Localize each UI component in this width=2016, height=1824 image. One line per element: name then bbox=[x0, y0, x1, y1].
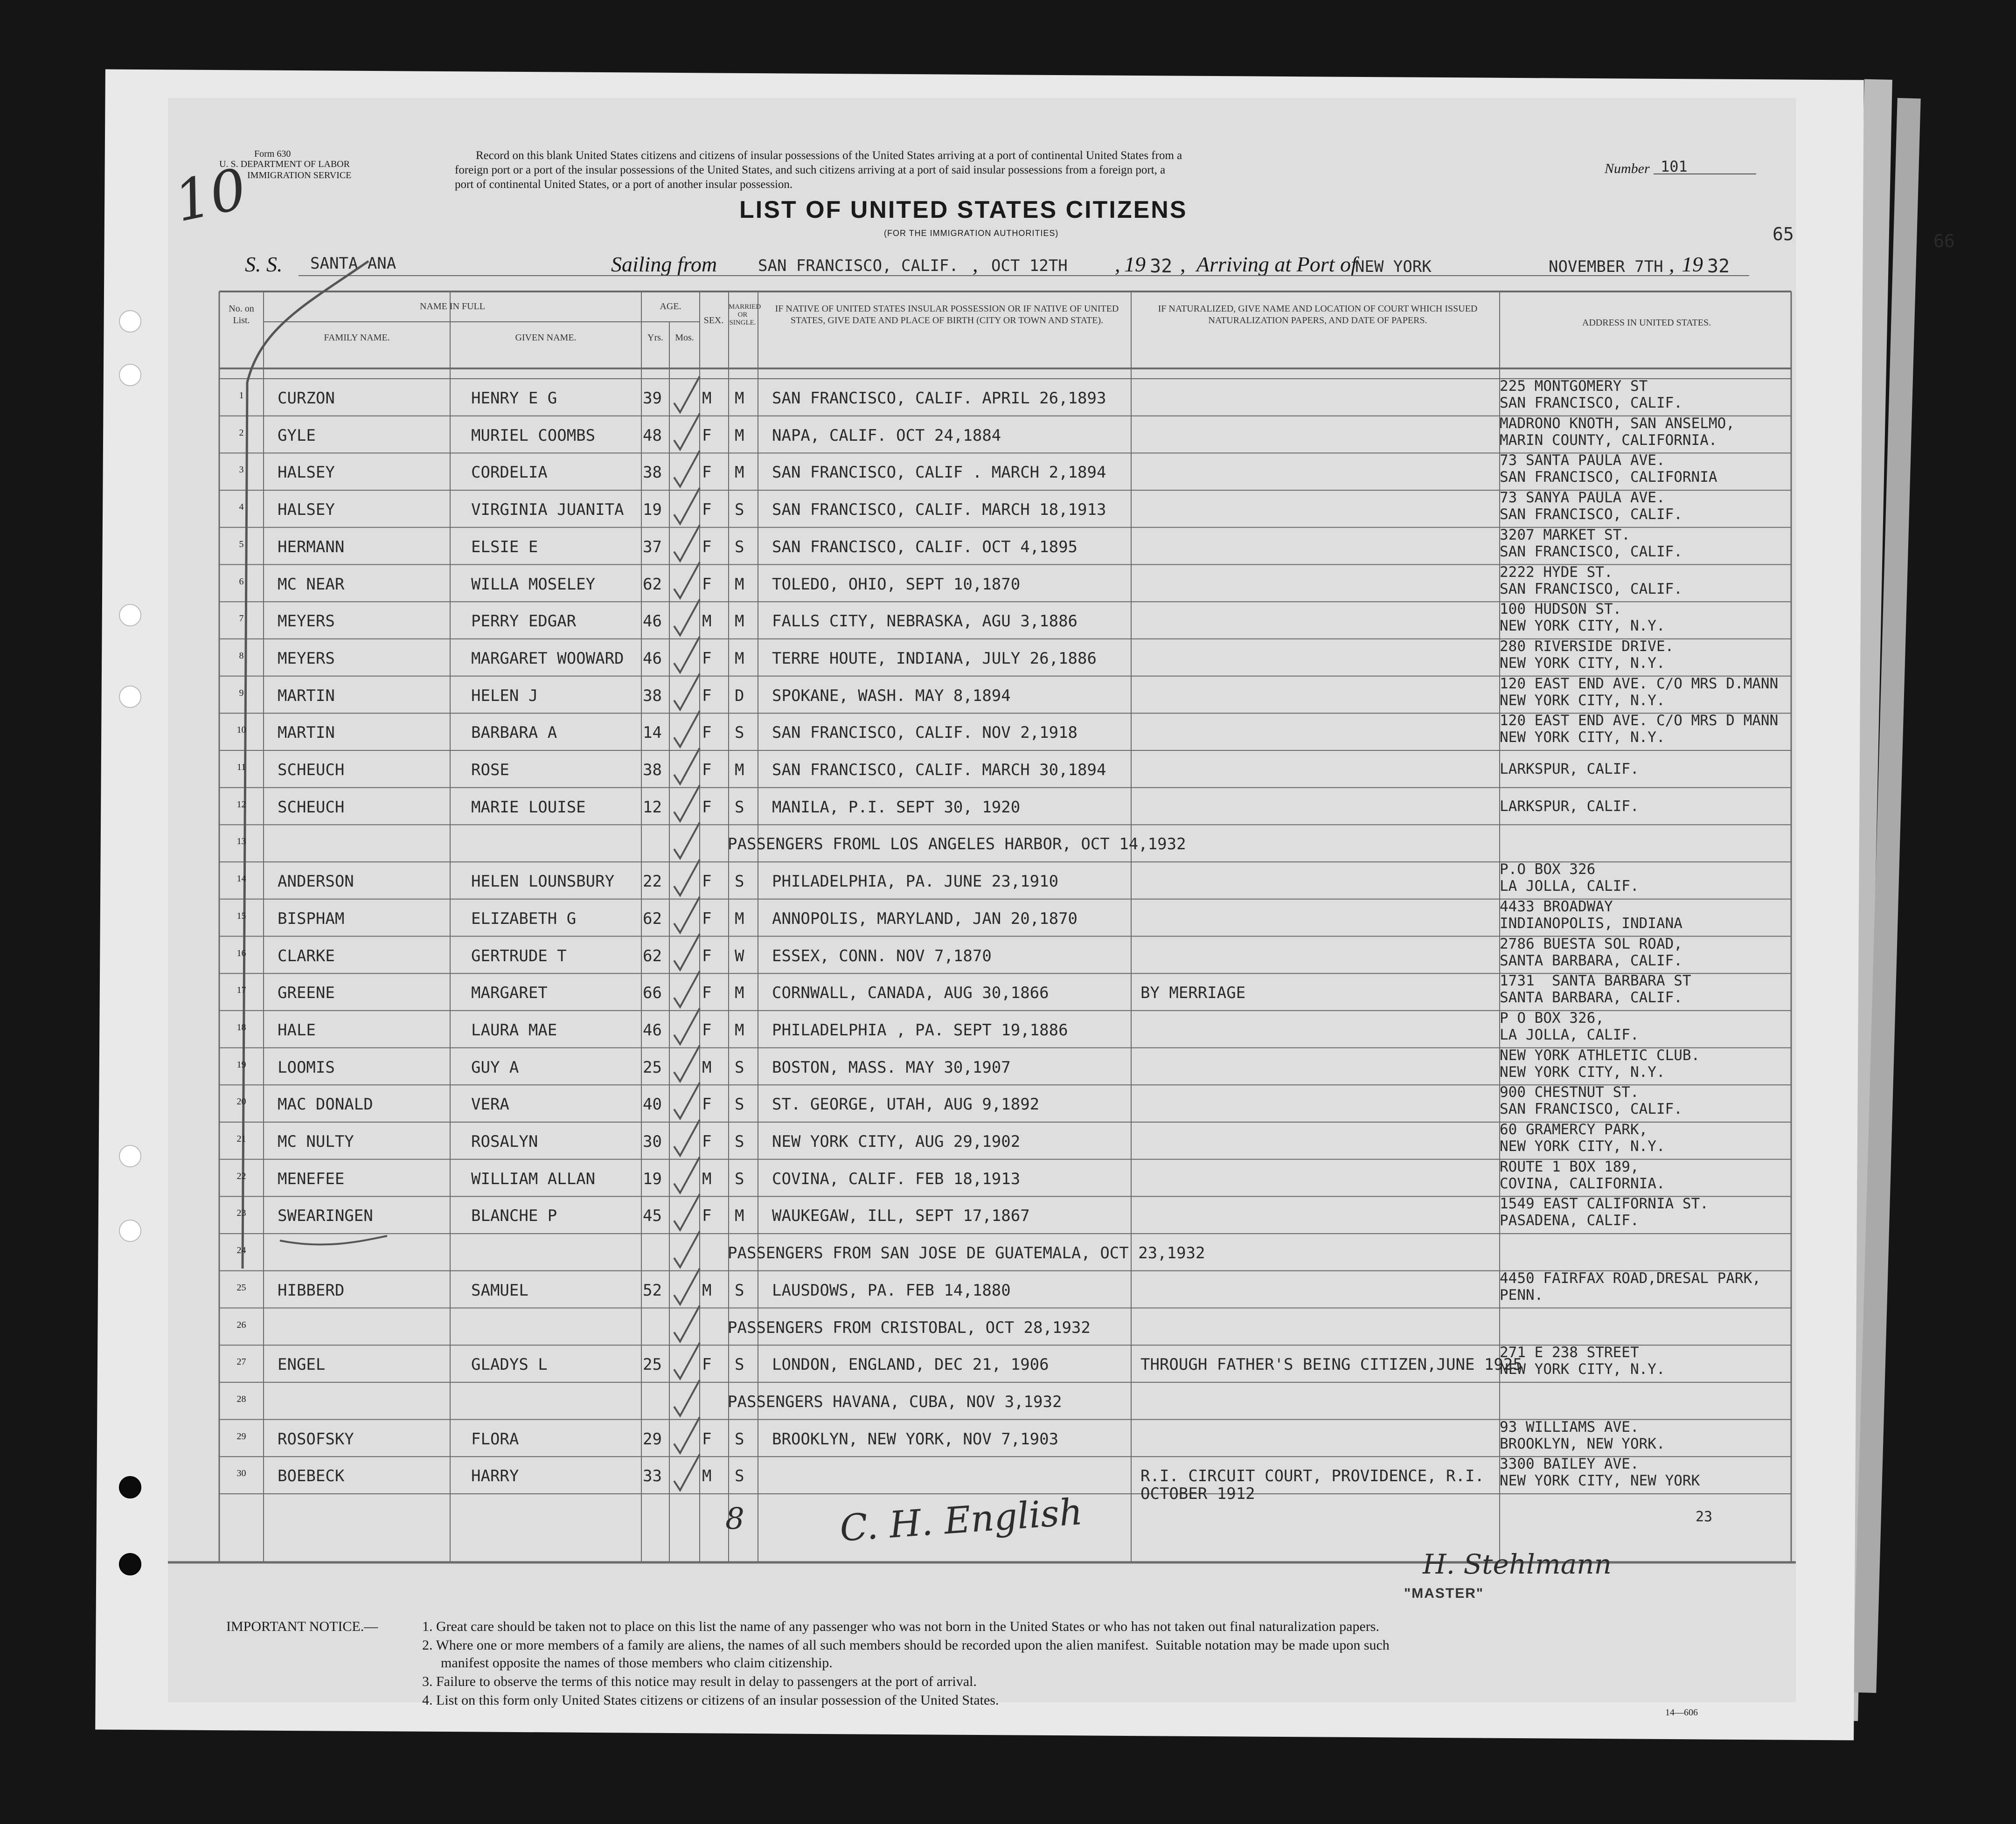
col-married-single: MARRIED OR SINGLE. bbox=[729, 303, 761, 326]
row-number: 27 bbox=[236, 1357, 246, 1367]
family-name: HALSEY bbox=[278, 463, 335, 482]
row-number: 8 bbox=[239, 650, 244, 661]
age-years: 19 bbox=[643, 1169, 662, 1188]
row-number: 4 bbox=[239, 502, 244, 513]
family-name: GREENE bbox=[278, 984, 335, 1003]
row-number: 1 bbox=[239, 390, 244, 401]
row-number: 21 bbox=[236, 1134, 246, 1144]
age-years: 38 bbox=[643, 761, 662, 779]
marital-status: M bbox=[735, 649, 744, 668]
col-naturalization: IF NATURALIZED, GIVE NAME AND LOCATION OF COURT WHICH ISSUED NATURALIZATION PAPERS, AND DATE OF PAPERS. bbox=[1158, 304, 1478, 326]
address-line-1: P.O BOX 326 bbox=[1500, 861, 1596, 878]
arriving-label: Arriving at Port of bbox=[1196, 252, 1357, 276]
tally-mark: 8 bbox=[725, 1502, 744, 1536]
family-name: MEYERS bbox=[278, 649, 335, 668]
place-of-birth: MANILA, P.I. SEPT 30, 1920 bbox=[772, 798, 1021, 817]
address-line-2: SAN FRANCISCO, CALIF. bbox=[1500, 1101, 1682, 1118]
arrival-year: 32 bbox=[1707, 256, 1730, 277]
given-name: BLANCHE P bbox=[471, 1207, 557, 1226]
address-line-1: 2222 HYDE ST. bbox=[1500, 563, 1613, 581]
given-name: HELEN LOUNSBURY bbox=[471, 872, 615, 891]
age-years: 40 bbox=[643, 1095, 662, 1114]
given-name: MARGARET bbox=[471, 984, 548, 1003]
sex: M bbox=[702, 612, 712, 631]
place-of-birth: FALLS CITY, NEBRASKA, AGU 3,1886 bbox=[772, 612, 1078, 631]
family-name: MARTIN bbox=[278, 686, 335, 705]
address-line-2: NEW YORK CITY, N.Y. bbox=[1500, 1138, 1665, 1155]
section-note: PASSENGERS FROML LOS ANGELES HARBOR, OCT 14,1932 bbox=[728, 835, 1186, 854]
sex: F bbox=[702, 426, 712, 445]
family-name: SCHEUCH bbox=[278, 798, 345, 817]
section-note: PASSENGERS FROM SAN JOSE DE GUATEMALA, OCT 23,1932 bbox=[728, 1244, 1205, 1263]
sex: F bbox=[702, 984, 712, 1003]
address-line-1: ROUTE 1 BOX 189, bbox=[1500, 1158, 1639, 1175]
master-signature: H. Stehlmann bbox=[1423, 1548, 1612, 1580]
address-line-1: 280 RIVERSIDE DRIVE. bbox=[1500, 638, 1674, 655]
address-line-1: 4433 BROADWAY bbox=[1500, 898, 1613, 915]
family-name: HALSEY bbox=[278, 500, 335, 520]
marital-status: M bbox=[735, 612, 744, 631]
place-of-birth: COVINA, CALIF. FEB 18,1913 bbox=[772, 1169, 1021, 1188]
sailing-from-label: Sailing from bbox=[611, 252, 717, 276]
sex: M bbox=[702, 1467, 712, 1486]
row-number: 12 bbox=[236, 799, 246, 810]
address-line-2: NEW YORK CITY, N.Y. bbox=[1500, 617, 1665, 635]
department-name: U. S. DEPARTMENT OF LABOR bbox=[219, 159, 350, 169]
given-name: GUY A bbox=[471, 1058, 519, 1077]
given-name: GERTRUDE T bbox=[471, 946, 567, 965]
given-name: HELEN J bbox=[471, 686, 538, 705]
notice-3: 3. Failure to observe the terms of this notice may result in delay to passengers at the port of arrival. bbox=[422, 1674, 977, 1689]
instructions-line-1: Record on this blank United States citizens and citizens of insular possessions of the United States arriving at a port of continental United States from a bbox=[476, 149, 1182, 162]
family-name: SCHEUCH bbox=[278, 761, 345, 779]
address-line-2: MARIN COUNTY, CALIFORNIA. bbox=[1500, 431, 1717, 449]
age-years: 29 bbox=[643, 1429, 662, 1449]
given-name: ROSALYN bbox=[471, 1132, 538, 1151]
row-number: 29 bbox=[236, 1431, 246, 1442]
family-name: CLARKE bbox=[278, 946, 335, 965]
address-line-2: NEW YORK CITY, N.Y. bbox=[1500, 692, 1665, 709]
marital-status: S bbox=[735, 1058, 744, 1077]
place-of-birth: SAN FRANCISCO, CALIF . MARCH 2,1894 bbox=[772, 463, 1106, 482]
marital-status: M bbox=[735, 575, 744, 594]
ship-name: SANTA ANA bbox=[310, 254, 396, 273]
marital-status: M bbox=[735, 1207, 744, 1226]
address-line-2: NEW YORK CITY, N.Y. bbox=[1500, 1063, 1665, 1081]
form-number: Form 630 bbox=[254, 149, 291, 159]
col-years: Yrs. bbox=[647, 333, 663, 343]
master-label: "MASTER" bbox=[1404, 1586, 1484, 1601]
sex: F bbox=[702, 946, 712, 965]
address-line-1: 271 E 238 STREET bbox=[1500, 1344, 1639, 1361]
place-of-birth: PHILADELPHIA , PA. SEPT 19,1886 bbox=[772, 1020, 1068, 1040]
address-line-2: SAN FRANCISCO, CALIF. bbox=[1500, 395, 1682, 411]
sex: F bbox=[702, 1429, 712, 1449]
age-years: 25 bbox=[643, 1058, 662, 1077]
address-line-1: 73 SANYA PAULA AVE. bbox=[1500, 489, 1665, 506]
address-line-2: SAN FRANCISCO, CALIF. bbox=[1500, 506, 1682, 523]
age-years: 52 bbox=[643, 1281, 662, 1300]
marital-status: S bbox=[735, 1169, 744, 1188]
given-name: CORDELIA bbox=[471, 463, 548, 482]
departure-year: 32 bbox=[1150, 256, 1173, 277]
family-name: BISPHAM bbox=[278, 909, 345, 928]
family-name: CURZON bbox=[278, 389, 335, 408]
marital-status: S bbox=[735, 1355, 744, 1374]
marital-status: M bbox=[735, 426, 744, 445]
marital-status: S bbox=[735, 1095, 744, 1114]
age-years: 38 bbox=[643, 686, 662, 705]
family-name: BOEBECK bbox=[278, 1467, 345, 1486]
notice-2: 2. Where one or more members of a family are aliens, the names of all such members should be recorded upon the alien manifest. Suitable notation may be made upon such bbox=[422, 1637, 1390, 1653]
row-number: 18 bbox=[236, 1022, 246, 1033]
family-name: GYLE bbox=[278, 426, 316, 445]
place-of-birth: NEW YORK CITY, AUG 29,1902 bbox=[772, 1132, 1021, 1151]
naturalization-info: THROUGH FATHER'S BEING CITIZEN,JUNE 1925 bbox=[1140, 1355, 1522, 1374]
address-line-2: SAN FRANCISCO, CALIF. bbox=[1500, 543, 1682, 560]
page-subtitle: (FOR THE IMMIGRATION AUTHORITIES) bbox=[884, 229, 1059, 238]
departure-port: SAN FRANCISCO, CALIF. bbox=[758, 257, 959, 275]
row-number: 13 bbox=[236, 836, 246, 847]
address-line-1: 2786 BUESTA SOL ROAD, bbox=[1500, 935, 1682, 952]
row-number: 20 bbox=[236, 1096, 246, 1107]
given-name: MARGARET WOOWARD bbox=[471, 649, 624, 668]
place-of-birth: ESSEX, CONN. NOV 7,1870 bbox=[772, 946, 992, 965]
place-of-birth: BOSTON, MASS. MAY 30,1907 bbox=[772, 1058, 1011, 1077]
row-number: 19 bbox=[236, 1059, 246, 1070]
address-line-2: INDIANOPOLIS, INDIANA bbox=[1500, 915, 1682, 932]
place-of-birth: SPOKANE, WASH. MAY 8,1894 bbox=[772, 686, 1011, 705]
sex: F bbox=[702, 686, 712, 705]
marital-status: S bbox=[735, 798, 744, 817]
notice-4: 4. List on this form only United States citizens or citizens of an insular possession of the United States. bbox=[422, 1692, 999, 1708]
col-no: No. on List. bbox=[229, 304, 254, 326]
row-number: 22 bbox=[236, 1171, 246, 1181]
row-number: 17 bbox=[236, 985, 246, 996]
address-line-1: LARKSPUR, CALIF. bbox=[1500, 761, 1639, 777]
family-name: ENGEL bbox=[278, 1355, 326, 1374]
given-name: VIRGINIA JUANITA bbox=[471, 500, 624, 520]
place-of-birth: SAN FRANCISCO, CALIF. MARCH 18,1913 bbox=[772, 500, 1106, 520]
age-years: 48 bbox=[643, 426, 662, 445]
sex: F bbox=[702, 909, 712, 928]
given-name: MURIEL COOMBS bbox=[471, 426, 596, 445]
family-name: ANDERSON bbox=[278, 872, 354, 891]
family-name: MAC DONALD bbox=[278, 1095, 373, 1114]
sex: F bbox=[702, 723, 712, 742]
address-line-2: SAN FRANCISCO, CALIF. bbox=[1500, 580, 1682, 597]
address-line-2: NEW YORK CITY, N.Y. bbox=[1500, 729, 1665, 746]
place-of-birth: BROOKLYN, NEW YORK, NOV 7,1903 bbox=[772, 1429, 1059, 1449]
place-of-birth: NAPA, CALIF. OCT 24,1884 bbox=[772, 426, 1001, 445]
notice-2-cont: manifest opposite the names of those members who claim citizenship. bbox=[441, 1655, 833, 1671]
col-given-name: GIVEN NAME. bbox=[515, 333, 577, 343]
address-line-2: NEW YORK CITY, N.Y. bbox=[1500, 1361, 1665, 1378]
given-name: MARIE LOUISE bbox=[471, 798, 586, 817]
row-number: 26 bbox=[236, 1319, 246, 1330]
marital-status: W bbox=[735, 946, 744, 965]
sex: F bbox=[702, 761, 712, 779]
marital-status: S bbox=[735, 1281, 744, 1300]
given-name: FLORA bbox=[471, 1429, 519, 1449]
ss-label: S. S. bbox=[245, 252, 283, 276]
age-years: 45 bbox=[643, 1207, 662, 1226]
address-line-2: SANTA BARBARA, CALIF. bbox=[1500, 989, 1682, 1006]
place-of-birth: SAN FRANCISCO, CALIF. NOV 2,1918 bbox=[772, 723, 1078, 742]
address-line-1: 225 MONTGOMERY ST bbox=[1500, 378, 1648, 395]
address-line-1: 93 WILLIAMS AVE. bbox=[1500, 1418, 1639, 1436]
age-years: 22 bbox=[643, 872, 662, 891]
marital-status: M bbox=[735, 909, 744, 928]
margin-handwriting: 10 bbox=[169, 156, 252, 235]
row-number: 23 bbox=[236, 1208, 246, 1219]
col-family-name: FAMILY NAME. bbox=[324, 333, 390, 343]
family-name: MEYERS bbox=[278, 612, 335, 631]
place-of-birth: ST. GEORGE, UTAH, AUG 9,1892 bbox=[772, 1095, 1040, 1114]
manifest-number: 101 bbox=[1661, 158, 1688, 175]
marital-status: S bbox=[735, 1132, 744, 1151]
arrival-port: NEW YORK bbox=[1355, 257, 1432, 276]
col-age: AGE. bbox=[660, 301, 681, 312]
sex: F bbox=[702, 1095, 712, 1114]
family-name: MARTIN bbox=[278, 723, 335, 742]
place-of-birth: SAN FRANCISCO, CALIF. APRIL 26,1893 bbox=[772, 389, 1106, 408]
place-of-birth: PHILADELPHIA, PA. JUNE 23,1910 bbox=[772, 872, 1059, 891]
row-number: 14 bbox=[236, 874, 246, 884]
section-note: PASSENGERS HAVANA, CUBA, NOV 3,1932 bbox=[728, 1392, 1062, 1411]
age-years: 46 bbox=[643, 649, 662, 668]
marital-status: M bbox=[735, 389, 744, 408]
place-of-birth: LONDON, ENGLAND, DEC 21, 1906 bbox=[772, 1355, 1049, 1374]
sex: M bbox=[702, 1281, 712, 1300]
page-stamp-next: 66 bbox=[1933, 231, 1955, 251]
given-name: ROSE bbox=[471, 761, 509, 779]
address-line-2: PENN. bbox=[1500, 1286, 1543, 1304]
age-years: 62 bbox=[643, 946, 662, 965]
family-name: LOOMIS bbox=[278, 1058, 335, 1077]
given-name: HARRY bbox=[471, 1467, 519, 1486]
place-of-birth: SAN FRANCISCO, CALIF. MARCH 30,1894 bbox=[772, 761, 1106, 779]
notice-1: 1. Great care should be taken not to place on this list the name of any passenger who was not born in the United States or who has not taken out final naturalization papers. bbox=[422, 1619, 1379, 1634]
place-of-birth: WAUKEGAW, ILL, SEPT 17,1867 bbox=[772, 1207, 1030, 1226]
marital-status: M bbox=[735, 761, 744, 779]
family-name: ROSOFSKY bbox=[278, 1429, 354, 1449]
age-years: 46 bbox=[643, 1020, 662, 1040]
col-address: ADDRESS IN UNITED STATES. bbox=[1582, 318, 1711, 328]
sex: F bbox=[702, 500, 712, 520]
col-months: Mos. bbox=[675, 333, 694, 343]
age-years: 46 bbox=[643, 612, 662, 631]
row-number: 30 bbox=[236, 1468, 246, 1479]
address-line-1: 60 GRAMERCY PARK, bbox=[1500, 1121, 1648, 1138]
age-years: 38 bbox=[643, 463, 662, 482]
address-line-2: SAN FRANCISCO, CALIFORNIA bbox=[1500, 469, 1717, 486]
marital-status: S bbox=[735, 537, 744, 556]
row-number: 15 bbox=[236, 910, 246, 921]
sex: F bbox=[702, 1132, 712, 1151]
family-name: MC NULTY bbox=[278, 1132, 354, 1151]
row-number: 5 bbox=[239, 539, 244, 549]
address-line-2: SANTA BARBARA, CALIF. bbox=[1500, 952, 1682, 969]
row-number: 24 bbox=[236, 1245, 246, 1256]
address-line-1: LARKSPUR, CALIF. bbox=[1500, 798, 1639, 815]
sex: M bbox=[702, 1058, 712, 1077]
age-years: 37 bbox=[643, 537, 662, 556]
address-line-1: P O BOX 326, bbox=[1500, 1009, 1604, 1026]
address-line-2: COVINA, CALIFORNIA. bbox=[1500, 1175, 1665, 1192]
place-of-birth: LAUSDOWS, PA. FEB 14,1880 bbox=[772, 1281, 1011, 1300]
important-notice-label: IMPORTANT NOTICE.— bbox=[226, 1619, 378, 1634]
year-prefix: 19 bbox=[1124, 252, 1146, 276]
address-line-1: 1731 SANTA BARBARA ST bbox=[1500, 972, 1691, 990]
row-number: 10 bbox=[236, 725, 246, 735]
place-of-birth: TOLEDO, OHIO, SEPT 10,1870 bbox=[772, 575, 1021, 594]
naturalization-date: OCTOBER 1912 bbox=[1140, 1484, 1255, 1504]
age-years: 30 bbox=[643, 1132, 662, 1151]
marital-status: S bbox=[735, 872, 744, 891]
page-title: LIST OF UNITED STATES CITIZENS bbox=[739, 196, 1188, 223]
sex: F bbox=[702, 1355, 712, 1374]
place-of-birth: CORNWALL, CANADA, AUG 30,1866 bbox=[772, 984, 1049, 1003]
departure-date: OCT 12TH bbox=[991, 257, 1068, 275]
sex: M bbox=[702, 389, 712, 408]
family-name: MC NEAR bbox=[278, 575, 345, 594]
sex: F bbox=[702, 537, 712, 556]
marital-status: S bbox=[735, 723, 744, 742]
address-line-1: 120 EAST END AVE. C/O MRS D.MANN bbox=[1500, 675, 1779, 692]
place-of-birth: ANNOPOLIS, MARYLAND, JAN 20,1870 bbox=[772, 909, 1078, 928]
age-years: 66 bbox=[643, 984, 662, 1003]
given-name: HENRY E G bbox=[471, 389, 557, 408]
sex: F bbox=[702, 649, 712, 668]
row-number: 16 bbox=[236, 948, 246, 958]
row-number: 25 bbox=[236, 1282, 246, 1293]
marital-status: M bbox=[735, 984, 744, 1003]
marital-status: S bbox=[735, 1467, 744, 1486]
section-note: PASSENGERS FROM CRISTOBAL, OCT 28,1932 bbox=[728, 1318, 1091, 1337]
instructions-line-2: foreign port or a port of the insular possessions of the United States, and such citizens arriving at a port of said insular possessions from a foreign port, a bbox=[455, 164, 1166, 176]
given-name: LAURA MAE bbox=[471, 1020, 557, 1040]
age-years: 62 bbox=[643, 909, 662, 928]
given-name: GLADYS L bbox=[471, 1355, 548, 1374]
inspector-signature: C. H. English bbox=[838, 1491, 1084, 1550]
given-name: SAMUEL bbox=[471, 1281, 528, 1300]
sex: F bbox=[702, 463, 712, 482]
naturalization-info: R.I. CIRCUIT COURT, PROVIDENCE, R.I. bbox=[1140, 1467, 1484, 1486]
family-name: MENEFEE bbox=[278, 1169, 345, 1188]
col-place-of-birth: IF NATIVE OF UNITED STATES INSULAR POSSESSION OR IF NATIVE OF UNITED STATES, GIVE DATE AND PLACE OF BIRTH (CITY OR TOWN AND STATE). bbox=[775, 304, 1119, 326]
row-number: 3 bbox=[239, 465, 244, 475]
naturalization-info: BY MERRIAGE bbox=[1140, 984, 1246, 1003]
service-name: IMMIGRATION SERVICE bbox=[247, 170, 352, 180]
tally-count: 23 bbox=[1696, 1509, 1713, 1525]
address-line-2: NEW YORK CITY, N.Y. bbox=[1500, 654, 1665, 672]
instructions-line-3: port of continental United States, or a port of another insular possession. bbox=[455, 178, 793, 191]
address-line-2: PASADENA, CALIF. bbox=[1500, 1212, 1639, 1229]
form-code: 14—606 bbox=[1665, 1707, 1698, 1718]
place-of-birth: SAN FRANCISCO, CALIF. OCT 4,1895 bbox=[772, 537, 1078, 556]
address-line-1: 120 EAST END AVE. C/O MRS D MANN bbox=[1500, 712, 1779, 729]
address-line-1: 900 CHESTNUT ST. bbox=[1500, 1084, 1639, 1101]
arrival-year-prefix: 19 bbox=[1682, 252, 1703, 276]
address-line-1: NEW YORK ATHLETIC CLUB. bbox=[1500, 1047, 1700, 1064]
sex: F bbox=[702, 1207, 712, 1226]
row-number: 6 bbox=[239, 576, 244, 587]
row-number: 9 bbox=[239, 687, 244, 698]
given-name: VERA bbox=[471, 1095, 509, 1114]
age-years: 14 bbox=[643, 723, 662, 742]
address-line-1: MADRONO KNOTH, SAN ANSELMO, bbox=[1500, 415, 1735, 432]
address-line-1: 3300 BAILEY AVE. bbox=[1500, 1456, 1639, 1473]
age-years: 33 bbox=[643, 1467, 662, 1486]
given-name: ELIZABETH G bbox=[471, 909, 577, 928]
col-name-in-full: NAME IN FULL bbox=[420, 301, 485, 312]
arrival-date: NOVEMBER 7TH bbox=[1549, 257, 1663, 276]
marital-status: D bbox=[735, 686, 744, 705]
sex: F bbox=[702, 1020, 712, 1040]
address-line-1: 3207 MARKET ST. bbox=[1500, 526, 1630, 543]
address-line-1: 4450 FAIRFAX ROAD,DRESAL PARK, bbox=[1500, 1269, 1761, 1287]
given-name: ELSIE E bbox=[471, 537, 538, 556]
age-years: 25 bbox=[643, 1355, 662, 1374]
sex: F bbox=[702, 798, 712, 817]
row-number: 2 bbox=[239, 427, 244, 438]
given-name: WILLA MOSELEY bbox=[471, 575, 596, 594]
given-name: PERRY EDGAR bbox=[471, 612, 577, 631]
family-name: HIBBERD bbox=[278, 1281, 345, 1300]
address-line-2: LA JOLLA, CALIF. bbox=[1500, 1026, 1639, 1043]
marital-status: S bbox=[735, 1429, 744, 1449]
address-line-1: 73 SANTA PAULA AVE. bbox=[1500, 452, 1665, 469]
sex: F bbox=[702, 872, 712, 891]
age-years: 62 bbox=[643, 575, 662, 594]
given-name: WILLIAM ALLAN bbox=[471, 1169, 596, 1188]
marital-status: M bbox=[735, 463, 744, 482]
family-name: HERMANN bbox=[278, 537, 345, 556]
sex: F bbox=[702, 575, 712, 594]
number-label: Number bbox=[1605, 161, 1650, 176]
given-name: BARBARA A bbox=[471, 723, 557, 742]
family-name: HALE bbox=[278, 1020, 316, 1040]
row-number: 11 bbox=[236, 762, 246, 772]
col-sex: SEX. bbox=[703, 315, 724, 326]
sex: M bbox=[702, 1169, 712, 1188]
age-years: 39 bbox=[643, 389, 662, 408]
address-line-1: 100 HUDSON ST. bbox=[1500, 601, 1622, 618]
marital-status: S bbox=[735, 500, 744, 520]
age-years: 12 bbox=[643, 798, 662, 817]
page-stamp: 65 bbox=[1773, 224, 1794, 244]
address-line-2: NEW YORK CITY, NEW YORK bbox=[1500, 1472, 1700, 1490]
address-line-1: 1549 EAST CALIFORNIA ST. bbox=[1500, 1195, 1709, 1213]
family-name: SWEARINGEN bbox=[278, 1207, 373, 1226]
row-number: 28 bbox=[236, 1394, 246, 1404]
address-line-2: BROOKLYN, NEW YORK. bbox=[1500, 1435, 1665, 1452]
row-number: 7 bbox=[239, 613, 244, 624]
address-line-2: LA JOLLA, CALIF. bbox=[1500, 878, 1639, 895]
age-years: 19 bbox=[643, 500, 662, 520]
place-of-birth: TERRE HOUTE, INDIANA, JULY 26,1886 bbox=[772, 649, 1097, 668]
marital-status: M bbox=[735, 1020, 744, 1040]
